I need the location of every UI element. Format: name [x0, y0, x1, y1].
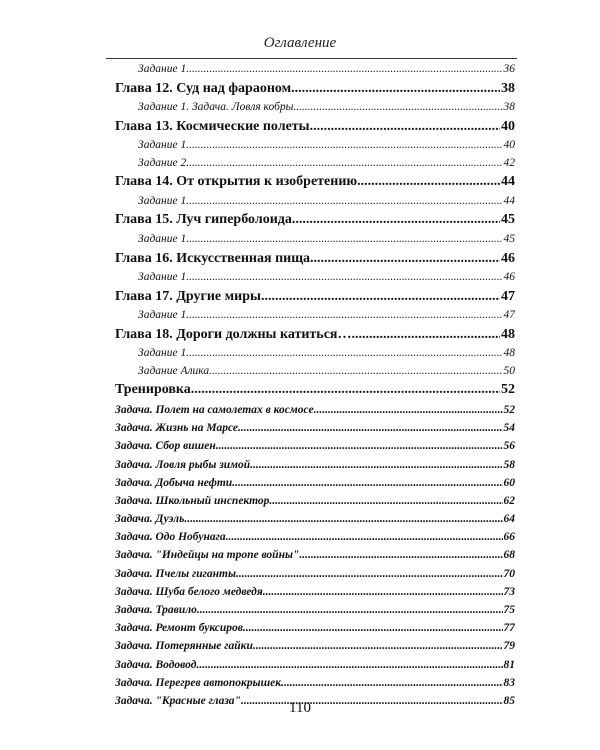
toc-entry-page: 70: [503, 567, 515, 580]
toc-entry-title: Задание 1: [138, 309, 187, 322]
toc-chapter-entry: [115, 117, 515, 138]
toc-entry-page: 60: [503, 476, 515, 489]
toc-entry-title: Задача. Дуэль: [115, 513, 185, 526]
toc-dot-leader: [236, 565, 503, 583]
toc-chapter-entry: [115, 380, 515, 401]
toc-dot-leader: [232, 474, 502, 492]
toc-entry-title: Задача. Потерянные гайки: [115, 640, 253, 653]
toc-entry-title: Задание 1: [138, 347, 187, 360]
toc-entry-page: 56: [503, 440, 515, 453]
toc-entry-title: Задание 1: [138, 63, 187, 75]
toc-entry-title: Глава 12. Суд над фараоном: [115, 80, 292, 96]
toc-entry-page: 40: [501, 118, 515, 134]
toc-entry-page: 44: [503, 194, 515, 207]
table-of-contents: [115, 61, 515, 710]
toc-chapter-entry: [115, 172, 515, 193]
toc-entry-title: Глава 16. Искусственная пища: [115, 250, 311, 266]
toc-entry-title: Задание 1: [138, 232, 187, 245]
toc-dot-leader: [253, 637, 503, 655]
toc-subentry: [115, 99, 515, 117]
toc-entry-page: 79: [503, 640, 515, 653]
toc-dot-leader: [191, 380, 500, 401]
toc-dot-leader: [186, 307, 502, 325]
toc-chapter-entry: [115, 287, 515, 308]
toc-subentry: [115, 546, 515, 564]
toc-dot-leader: [197, 601, 503, 619]
toc-dot-leader: [263, 583, 503, 601]
toc-chapter-entry: [115, 325, 515, 346]
toc-dot-leader: [186, 231, 502, 249]
toc-entry-page: 40: [503, 139, 515, 152]
toc-chapter-entry: [115, 79, 515, 100]
toc-entry-title: Задание 1: [138, 271, 187, 284]
toc-dot-leader: [184, 510, 502, 528]
toc-entry-title: Задача. Ловля рыбы зимой: [115, 458, 251, 471]
toc-entry-page: 38: [503, 101, 515, 114]
toc-dot-leader: [291, 79, 500, 100]
toc-entry-title: Глава 13. Космические полеты: [115, 118, 310, 134]
toc-subentry: [115, 419, 515, 437]
toc-entry-title: Задача. Жизнь на Марсе: [115, 422, 239, 435]
toc-subentry: [115, 619, 515, 637]
toc-dot-leader: [238, 419, 502, 437]
toc-dot-leader: [261, 287, 500, 308]
toc-entry-page: 36: [503, 63, 515, 75]
toc-subentry: [115, 307, 515, 325]
toc-dot-leader: [292, 210, 500, 231]
toc-entry-title: Задача. Шуба белого медведя: [115, 585, 263, 598]
toc-entry-page: 42: [503, 156, 515, 169]
toc-entry-page: 52: [503, 403, 515, 416]
toc-dot-leader: [352, 325, 501, 346]
toc-entry-title: Глава 15. Луч гиперболоида: [115, 212, 292, 228]
toc-subentry: [115, 345, 515, 363]
toc-subentry: [115, 456, 515, 474]
toc-subentry: [115, 637, 515, 655]
toc-dot-leader: [269, 492, 502, 510]
toc-entry-title: Задача. Водовод: [115, 658, 197, 671]
toc-entry-title: Задача. Ремонт буксиров: [115, 622, 243, 635]
toc-dot-leader: [186, 193, 502, 211]
toc-entry-page: 83: [503, 676, 515, 689]
toc-entry-title: Задание Алика: [138, 364, 210, 377]
toc-entry-title: Тренировка: [115, 382, 191, 398]
toc-entry-page: 68: [503, 549, 515, 562]
toc-subentry: [115, 61, 515, 79]
toc-subentry: [115, 401, 515, 419]
toc-dot-leader: [186, 269, 502, 287]
toc-entry-page: 47: [503, 309, 515, 322]
toc-entry-page: 48: [503, 347, 515, 360]
toc-entry-title: Задание 1: [138, 139, 187, 152]
toc-subentry: [115, 528, 515, 546]
toc-entry-page: 52: [501, 382, 515, 398]
toc-entry-page: 66: [503, 531, 515, 544]
toc-entry-title: Задача. "Красные глаза": [115, 694, 241, 707]
toc-entry-title: Задача. Сбор вишен: [115, 440, 216, 453]
toc-subentry: [115, 474, 515, 492]
header-divider: [106, 58, 517, 59]
toc-dot-leader: [243, 619, 503, 637]
toc-dot-leader: [186, 137, 502, 155]
toc-dot-leader: [281, 674, 502, 692]
toc-subentry: [115, 137, 515, 155]
toc-entry-page: 85: [503, 694, 515, 707]
toc-subentry: [115, 565, 515, 583]
toc-dot-leader: [293, 99, 502, 117]
toc-entry-page: 75: [503, 604, 515, 616]
toc-entry-title: Задача. Одо Нобунага: [115, 531, 226, 544]
toc-dot-leader: [216, 437, 503, 455]
toc-entry-page: 38: [501, 80, 515, 96]
toc-dot-leader: [186, 345, 502, 363]
toc-subentry: [115, 583, 515, 601]
toc-subentry: [115, 437, 515, 455]
toc-entry-page: 45: [501, 212, 515, 228]
toc-entry-title: Задание 1: [138, 194, 187, 207]
toc-entry-page: 64: [503, 513, 515, 526]
toc-subentry: [115, 656, 515, 674]
toc-subentry: [115, 674, 515, 692]
toc-subentry: [115, 155, 515, 173]
toc-dot-leader: [186, 155, 502, 173]
toc-entry-page: 58: [503, 458, 515, 471]
toc-entry-page: 45: [503, 232, 515, 245]
toc-subentry: [115, 510, 515, 528]
toc-entry-title: Задание 1. Задача. Ловля кобры: [138, 101, 294, 114]
toc-subentry: [115, 193, 515, 211]
page-number: 110: [289, 700, 311, 716]
toc-entry-title: Задание 2: [138, 156, 187, 169]
toc-entry-page: 50: [503, 364, 515, 377]
toc-subentry: [115, 601, 515, 619]
toc-entry-title: Задача. Добыча нефти: [115, 476, 233, 489]
toc-chapter-entry: [115, 210, 515, 231]
toc-dot-leader: [314, 401, 503, 419]
toc-entry-page: 77: [503, 622, 515, 635]
toc-dot-leader: [310, 249, 500, 270]
running-header: Оглавление: [263, 35, 337, 51]
toc-entry-page: 73: [503, 585, 515, 598]
toc-entry-title: Задача. Школьный инспектор: [115, 494, 270, 507]
toc-dot-leader: [299, 546, 502, 564]
toc-entry-title: Глава 14. От открытия к изобретению: [115, 174, 358, 190]
toc-chapter-entry: [115, 249, 515, 270]
toc-subentry: [115, 492, 515, 510]
toc-entry-page: 44: [501, 174, 515, 190]
toc-subentry: [115, 231, 515, 249]
toc-entry-title: Задача. "Индейцы на тропе войны": [115, 549, 300, 562]
toc-subentry: [115, 363, 515, 381]
toc-entry-page: 62: [503, 494, 515, 507]
toc-entry-title: Задача. Пчелы гиганты: [115, 567, 236, 580]
toc-entry-page: 46: [501, 250, 515, 266]
toc-entry-page: 46: [503, 271, 515, 284]
toc-entry-page: 48: [501, 326, 515, 342]
toc-entry-page: 81: [503, 658, 515, 671]
toc-dot-leader: [186, 61, 502, 79]
toc-entry-title: Глава 17. Другие миры: [115, 288, 261, 304]
toc-dot-leader: [226, 528, 503, 546]
toc-dot-leader: [209, 363, 502, 381]
toc-dot-leader: [250, 456, 502, 474]
toc-entry-title: Задача. Травило: [115, 604, 197, 616]
toc-entry-title: Задача. Полет на самолетах в космосе: [115, 403, 314, 416]
toc-entry-title: Глава 18. Дороги должны катиться…: [115, 326, 352, 342]
toc-dot-leader: [196, 656, 502, 674]
toc-entry-title: Задача. Перегрев автопокрышек: [115, 676, 282, 689]
toc-entry-page: 47: [501, 288, 515, 304]
toc-entry-page: 54: [503, 422, 515, 435]
toc-dot-leader: [310, 117, 500, 138]
toc-dot-leader: [357, 172, 500, 193]
toc-subentry: [115, 269, 515, 287]
